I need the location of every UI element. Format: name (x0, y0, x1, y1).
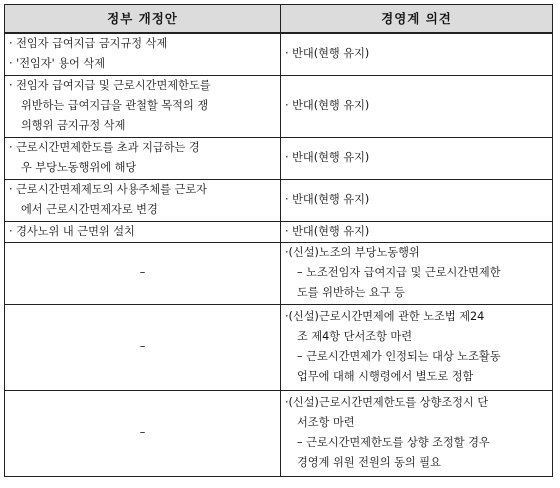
opinion-cell (281, 137, 553, 179)
proposal-text: 에서 근로시간면제자로 변경 (21, 203, 158, 216)
proposal-text: 우 부당노동행위에 해당 (21, 161, 137, 174)
proposal-text: · 경사노위 내 근면위 설치 (9, 224, 135, 238)
opinion-text: – 근로시간면제가 인정되는 대상 노조활동 (297, 350, 501, 363)
proposal-cell-empty (5, 242, 281, 304)
opinion-text: – 근로시간면제한도를 상향 조정할 경우 (297, 436, 490, 449)
proposal-text: 위반하는 급여지급을 관철할 목적의 쟁 (21, 99, 209, 112)
opinion-cell (281, 242, 553, 304)
table-row (5, 33, 553, 75)
opinion-cell (281, 304, 553, 390)
opinion-text: ·(신설)근로시간면제에 관한 노조법 제24 (285, 310, 485, 323)
opinion-cell (281, 75, 553, 137)
proposal-cell (5, 75, 281, 137)
comparison-table (4, 4, 553, 477)
proposal-text: · 근로시간면제한도를 초과 지급하는 경 (9, 141, 200, 154)
opinion-text: ·(신설)근로시간면제한도를 상향조정시 단 (285, 396, 489, 409)
opinion-text: 경영계 위원 전원의 동의 필요 (297, 456, 441, 469)
opinion-cell (281, 390, 553, 476)
proposal-cell-empty (5, 390, 281, 476)
proposal-text: · 근로시간면제제도의 사용주체를 근로자 (9, 183, 207, 196)
proposal-text: · 전임자 급여지급 금지규정 삭제 (9, 37, 168, 51)
opinion-text: 조 제4항 단서조항 마련 (297, 330, 413, 343)
opinion-text: · 반대(현행 유지) (285, 224, 370, 238)
header-government-proposal: 정부 개정안 (5, 5, 281, 34)
proposal-cell (5, 221, 281, 242)
proposal-text: · 전임자 급여지급 및 근로시간면제한도를 (9, 79, 211, 92)
opinion-text: · 반대(현행 유지) (285, 151, 370, 164)
table-row (5, 75, 553, 137)
proposal-text: · '전임자' 용어 삭제 (9, 57, 106, 71)
dash-text: – (139, 266, 146, 279)
opinion-cell (281, 179, 553, 221)
opinion-text: 업무에 대해 시행령에서 별도로 정함 (297, 370, 474, 383)
proposal-cell (5, 33, 281, 75)
table-row (5, 242, 553, 304)
table-row (5, 304, 553, 390)
table-row (5, 221, 553, 242)
table-row (5, 137, 553, 179)
opinion-text: · 반대(현행 유지) (285, 47, 370, 61)
proposal-cell-empty (5, 304, 281, 390)
dash-text: – (139, 426, 146, 439)
table-row (5, 390, 553, 476)
dash-text: – (139, 340, 146, 353)
opinion-text: 도를 위반하는 요구 등 (297, 286, 405, 299)
header-row (5, 5, 553, 34)
opinion-text: · 반대(현행 유지) (285, 99, 370, 112)
proposal-text: 의행위 금지규정 삭제 (21, 119, 126, 132)
opinion-cell (281, 33, 553, 75)
opinion-text: 서조항 마련 (297, 416, 355, 429)
opinion-text: · 반대(현행 유지) (285, 193, 370, 206)
table-row (5, 179, 553, 221)
opinion-cell (281, 221, 553, 242)
proposal-cell (5, 137, 281, 179)
header-business-opinion: 경영계 의견 (281, 5, 553, 34)
opinion-text: ·(신설)노조의 부당노동행위 (285, 246, 420, 259)
proposal-cell (5, 179, 281, 221)
opinion-text: – 노조전임자 급여지급 및 근로시간면제한 (297, 266, 501, 279)
